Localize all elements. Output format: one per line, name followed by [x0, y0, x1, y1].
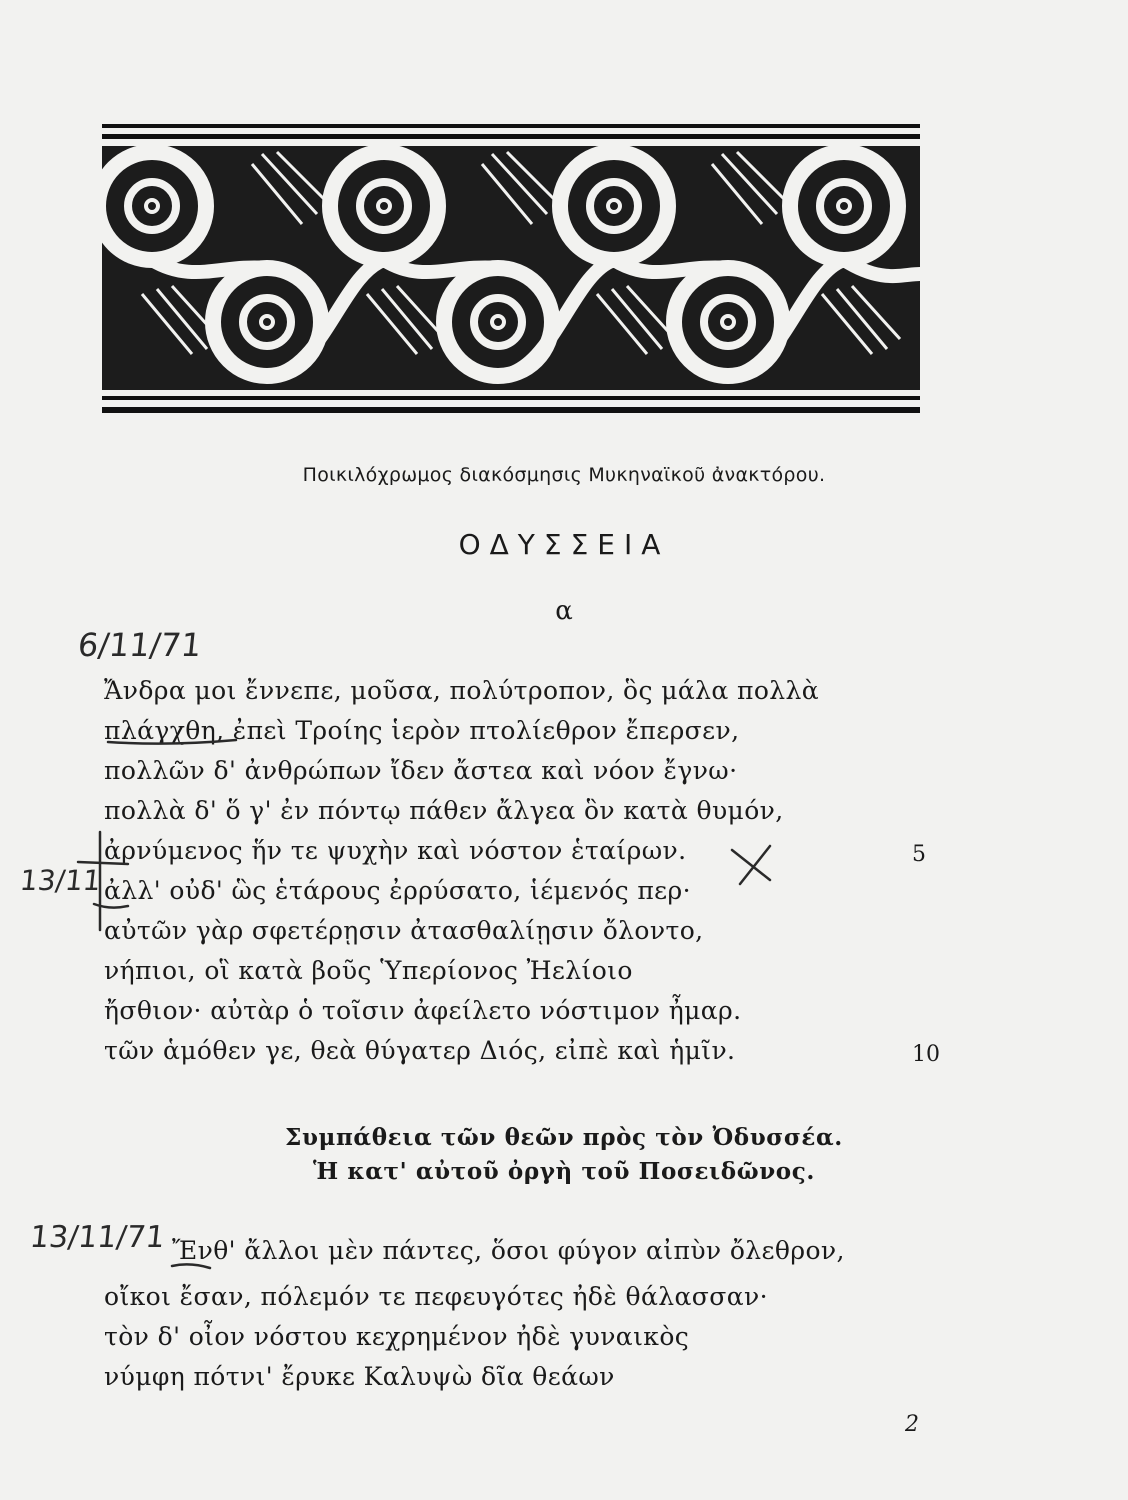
- handwritten-date-note: 13/11/71: [28, 1220, 167, 1255]
- verse-line: ἀλλ' οὐδ' ὣς ἑτάρους ἐρρύσατο, ἱέμενός περ·: [104, 876, 691, 905]
- verse-line: ἀρνύμενος ἥν τε ψυχὴν καὶ νόστον ἑταίρων.: [104, 836, 687, 865]
- verse-line: νήπιοι, οἳ κατὰ βοῦς Ὑπερίονος Ἠελίοιο: [104, 956, 633, 985]
- section-heading: Ἡ κατ' αὐτοῦ ὀργὴ τοῦ Ποσειδῶνος.: [313, 1158, 815, 1185]
- verse-line: ἤσθιον· αὐτὰρ ὁ τοῖσιν ἀφείλετο νόστιμον ἦμαρ.: [104, 996, 742, 1025]
- verse-line: πολλῶν δ' ἀνθρώπων ἴδεν ἄστεα καὶ νόον ἔγνω·: [104, 756, 738, 785]
- verse-line: Ἄνδρα μοι ἔννεπε, μοῦσα, πολύτροπον, ὃς μάλα πολλὰ: [104, 676, 820, 705]
- mycenaean-frieze-illustration: [102, 124, 920, 424]
- verse-line: Ἔνθ' ἄλλοι μὲν πάντες, ὅσοι φύγον αἰπὺν ὄλεθρον,: [172, 1236, 845, 1265]
- verse-line: νύμφη πότνι' ἔρυκε Καλυψὼ δῖα θεάων: [104, 1362, 615, 1391]
- line-number: 10: [912, 1042, 940, 1067]
- book-title: ΟΔΥΣΣΕΙΑ: [458, 528, 670, 561]
- book-number: α: [555, 596, 573, 626]
- verse-line: τὸν δ' οἶον νόστου κεχρημένον ἠδὲ γυναικὸς: [104, 1322, 690, 1351]
- handwritten-date-note: 6/11/71: [76, 626, 204, 664]
- section-heading: Συμπάθεια τῶν θεῶν πρὸς τὸν Ὀδυσσέα.: [285, 1124, 843, 1151]
- verse-line: πλάγχθη, ἐπεὶ Τροίης ἱερὸν πτολίεθρον ἔπερσεν,: [104, 716, 740, 745]
- verse-line: πολλὰ δ' ὅ γ' ἐν πόντῳ πάθεν ἄλγεα ὃν κατὰ θυμόν,: [104, 796, 784, 825]
- verse-line: αὐτῶν γὰρ σφετέρῃσιν ἀτασθαλίῃσιν ὄλοντο,: [104, 916, 704, 945]
- line-number: 5: [912, 842, 926, 867]
- page-number: 2: [905, 1412, 919, 1437]
- illustration-caption: Ποικιλόχρωμος διακόσμησις Μυκηναϊκοῦ ἀνακτόρου.: [302, 464, 826, 486]
- verse-line: οἴκοι ἔσαν, πόλεμόν τε πεφευγότες ἠδὲ θάλασσαν·: [104, 1282, 768, 1311]
- verse-line: τῶν ἁμόθεν γε, θεὰ θύγατερ Διός, εἰπὲ καὶ ἡμῖν.: [104, 1036, 736, 1065]
- handwritten-date-note: 13/11: [18, 864, 103, 897]
